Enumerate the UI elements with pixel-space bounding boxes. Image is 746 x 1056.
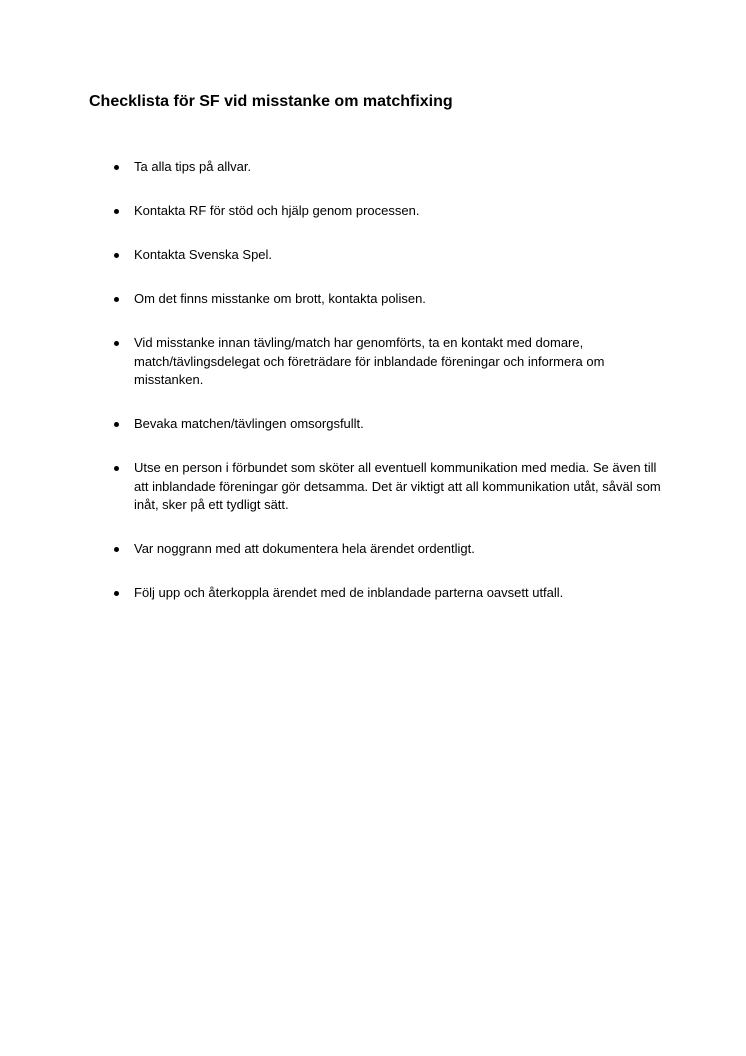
bullet-icon [114,297,119,302]
checklist-item [0,202,746,221]
checklist-item [0,415,746,434]
checklist-item-text: Var noggrann med att dokumentera hela ärendet ordentligt. [134,541,475,556]
bullet-icon [114,466,119,471]
bullet-icon [114,422,119,427]
bullet-icon [114,591,119,596]
checklist-item-text: Följ upp och återkoppla ärendet med de inblandade parterna oavsett utfall. [134,585,564,600]
checklist-item [0,290,746,309]
checklist-item-text: Vid misstanke innan tävling/match har genomförts, ta en kontakt med domare, match/tävlingsdelegat och företrädare för inblandade föreningar och informera om misstanken. [134,335,605,387]
checklist-item-text: Ta alla tips på allvar. [134,159,252,174]
bullet-icon [114,209,119,214]
checklist-item [0,334,746,390]
document-title: Checklista för SF vid misstanke om matchfixing [89,93,453,110]
bullet-icon [114,547,119,552]
bullet-icon [114,165,119,170]
checklist-item-text: Kontakta RF för stöd och hjälp genom processen. [134,203,420,218]
checklist [0,158,746,628]
checklist-item [0,584,746,603]
checklist-item [0,246,746,265]
checklist-item [0,459,746,515]
bullet-icon [114,253,119,258]
checklist-item-text: Bevaka matchen/tävlingen omsorgsfullt. [134,416,364,431]
checklist-item-text: Om det finns misstanke om brott, kontakta polisen. [134,291,426,306]
checklist-item [0,158,746,177]
checklist-item [0,540,746,559]
bullet-icon [114,341,119,346]
checklist-item-text: Utse en person i förbundet som sköter all eventuell kommunikation med media. Se även till att inblandade föreningar gör detsamma. Det är viktigt att all kommunikation utåt, såväl som inåt, sker på ett tydligt sätt. [134,460,661,512]
checklist-item-text: Kontakta Svenska Spel. [134,247,273,262]
